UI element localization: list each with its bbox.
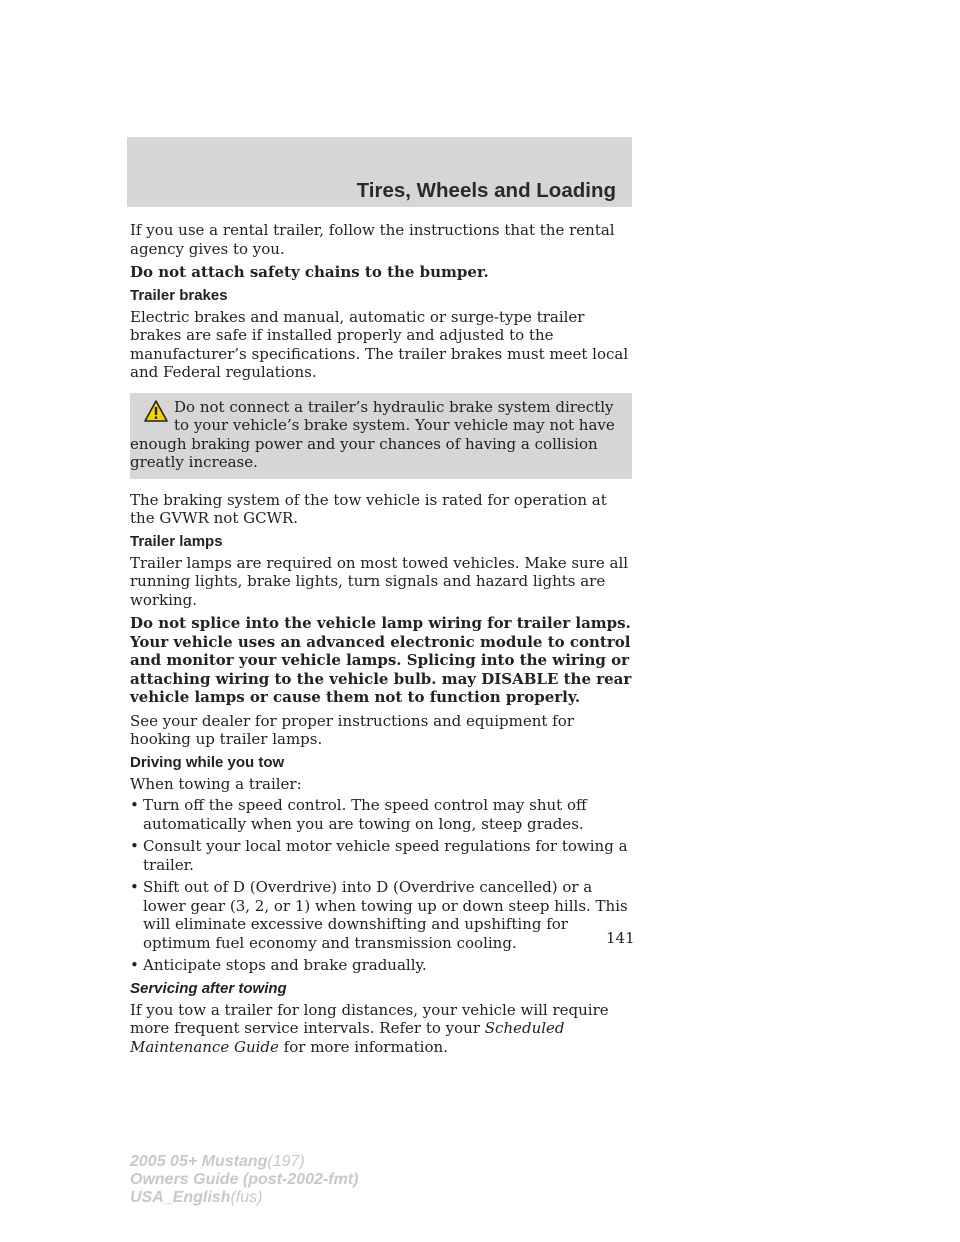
heading-trailer-brakes: Trailer brakes — [130, 286, 228, 304]
paragraph-safety-chains: Do not attach safety chains to the bumper. — [130, 263, 489, 281]
paragraph-rental: If you use a rental trailer, follow the instructions that the rental agency gives to you. — [130, 221, 615, 258]
footer-line-1: 2005 05+ Mustang(197) — [130, 1153, 305, 1170]
paragraph-dealer: See your dealer for proper instructions and equipment for hooking up trailer lamps. — [130, 711, 574, 748]
paragraph-trailer-lamps: Trailer lamps are required on most towed vehicles. Make sure all running lights, brake lights, turn signals and hazard lights are working. — [130, 553, 629, 609]
heading-trailer-lamps: Trailer lamps — [130, 532, 223, 550]
section-title: Tires, Wheels and Loading — [356, 179, 616, 202]
towing-tips-list — [130, 796, 632, 975]
footer-watermark — [130, 1153, 358, 1207]
page-content — [130, 221, 632, 1061]
warning-box — [130, 393, 632, 479]
page-number: 141 — [606, 929, 635, 947]
list-item: • Anticipate stops and brake gradually. — [130, 956, 427, 974]
bullet-glyph: • — [130, 796, 139, 814]
heading-servicing-after-towing: Servicing after towing — [130, 979, 287, 997]
warning-text: Do not connect a trailer’s hydraulic brake system directly to your vehicle’s brake system. Your vehicle may not have enough braking power and your chances of having a collision greatly increase. — [130, 397, 615, 471]
link-scheduled-maintenance-guide: Scheduled Maintenance Guide — [130, 1019, 565, 1056]
paragraph-servicing: If you tow a trailer for long distances, your vehicle will require more frequent service intervals. Refer to your Scheduled Maintenance Guide for more information. — [130, 1000, 609, 1056]
paragraph-trailer-brakes: Electric brakes and manual, automatic or surge-type trailer brakes are safe if installed properly and adjusted to the manufacturer’s specifications. The trailer brakes must meet local and Federal regulations. — [130, 307, 629, 381]
list-item: • Shift out of D (Overdrive) into D (Overdrive cancelled) or a lower gear (3, 2, or 1) when towing up or down steep hills. This will eliminate excessive downshifting and upshifting for optimum fuel economy and transmission cooling. — [130, 878, 628, 952]
section-header-bar — [127, 137, 632, 207]
bullet-glyph: • — [130, 956, 139, 974]
list-item: • Turn off the speed control. The speed control may shut off automatically when you are towing on long, steep grades. — [130, 796, 587, 833]
heading-driving-while-tow: Driving while you tow — [130, 753, 285, 771]
warning-triangle-icon — [130, 400, 170, 434]
bullet-glyph: • — [130, 878, 139, 896]
paragraph-braking-system: The braking system of the tow vehicle is rated for operation at the GVWR not GCWR. — [130, 490, 607, 527]
paragraph-when-towing: When towing a trailer: — [130, 774, 302, 793]
footer-line-2: Owners Guide (post-2002-fmt) — [130, 1171, 359, 1188]
list-item: • Consult your local motor vehicle speed regulations for towing a trailer. — [130, 837, 628, 874]
bullet-glyph: • — [130, 837, 139, 855]
footer-line-3: USA_English(fus) — [130, 1189, 263, 1206]
paragraph-splice-warning: Do not splice into the vehicle lamp wiring for trailer lamps. Your vehicle uses an advanced electronic module to control and monitor your vehicle lamps. Splicing into the wiring or attaching wiring to the vehicle bulb. may DISABLE the rear vehicle lamps or cause them not to function properly. — [130, 614, 632, 706]
